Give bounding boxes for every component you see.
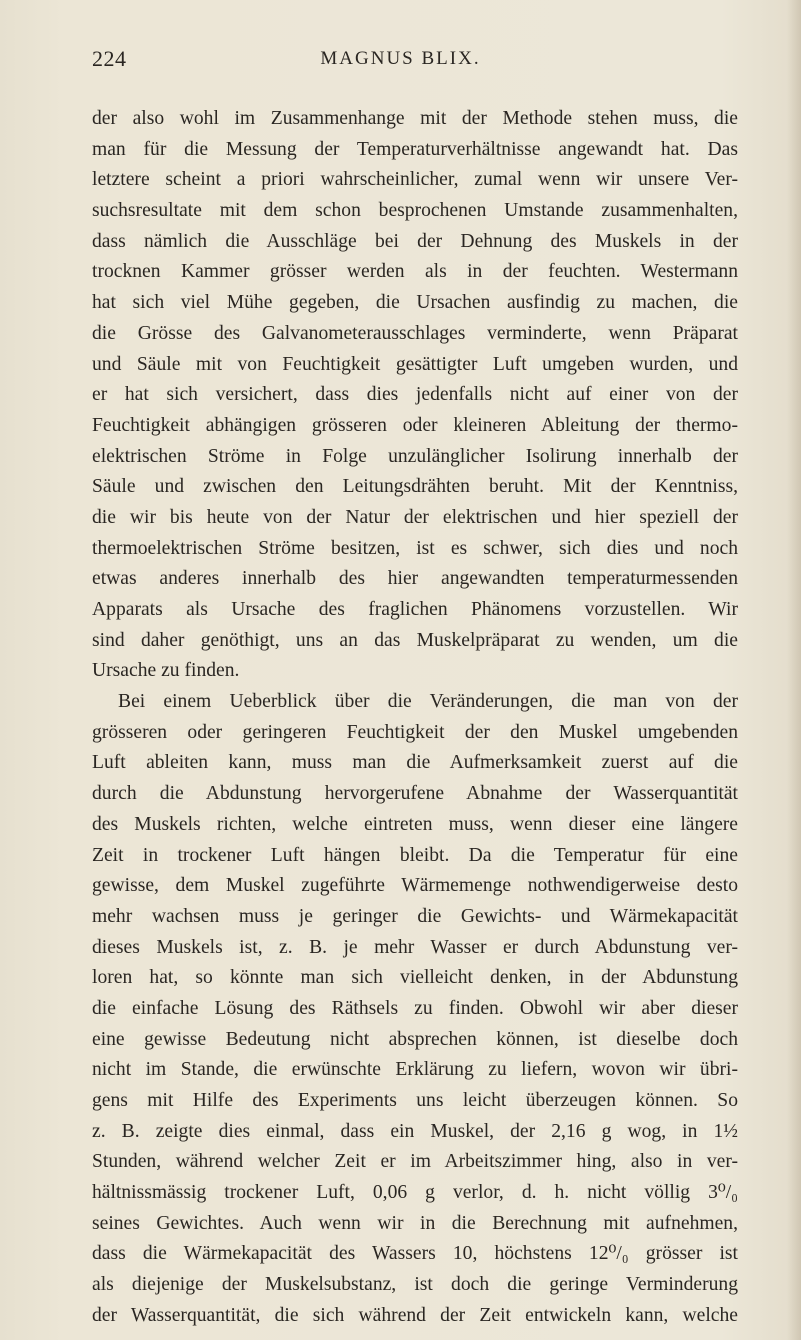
body-text bbox=[92, 104, 738, 1332]
text-line: der Wasserquantität, die sich während der Zeit entwickeln kann, welche bbox=[92, 1304, 738, 1326]
text-line: Stunden, während welcher Zeit er im Arbeitszimmer hing, also in ver- bbox=[92, 1151, 738, 1173]
text-line: nicht im Stande, die erwünschte Erklärung zu liefern, wovon wir übri- bbox=[92, 1059, 738, 1081]
running-header bbox=[0, 46, 801, 76]
text-line: als diejenige der Muskelsubstanz, ist doch die geringe Verminderung bbox=[92, 1274, 738, 1296]
page-edge-shadow bbox=[787, 0, 801, 1340]
text-line: durch die Abdunstung hervorgerufene Abnahme der Wasserquantität bbox=[92, 783, 738, 805]
running-title: MAGNUS BLIX. bbox=[320, 48, 481, 69]
page-number: 224 bbox=[92, 46, 127, 71]
text-line: dieses Muskels ist, z. B. je mehr Wasser er durch Abdunstung ver- bbox=[92, 936, 738, 958]
text-line: thermoelektrischen Ströme besitzen, ist es schwer, sich dies und noch bbox=[92, 537, 738, 559]
text-line: seines Gewichtes. Auch wenn wir in die Berechnung mit aufnehmen, bbox=[92, 1212, 738, 1234]
text-line: des Muskels richten, welche eintreten muss, wenn dieser eine längere bbox=[92, 813, 738, 835]
text-line: z. B. zeigte dies einmal, dass ein Muskel, der 2,16 g wog, in 1½ bbox=[92, 1120, 738, 1142]
text-line: man für die Messung der Temperaturverhältnisse angewandt hat. Das bbox=[92, 138, 738, 160]
text-line: die Grösse des Galvanometerausschlages verminderte, wenn Präparat bbox=[92, 322, 738, 344]
text-line: hat sich viel Mühe gegeben, die Ursachen ausfindig zu machen, die bbox=[92, 292, 738, 314]
text-line: gewisse, dem Muskel zugeführte Wärmemenge nothwendigerweise desto bbox=[92, 875, 738, 897]
paragraph-end-line: Ursache zu finden. bbox=[92, 660, 240, 682]
text-line: dass die Wärmekapacität des Wassers 10, höchstens 12⁰/₀ grösser ist bbox=[92, 1243, 738, 1265]
text-line: Luft ableiten kann, muss man die Aufmerksamkeit zuerst auf die bbox=[92, 752, 738, 774]
text-line: dass nämlich die Ausschläge bei der Dehnung des Muskels in der bbox=[92, 230, 738, 252]
text-line: und Säule mit von Feuchtigkeit gesättigter Luft umgeben wurden, und bbox=[92, 353, 738, 375]
text-line: gens mit Hilfe des Experiments uns leicht überzeugen können. So bbox=[92, 1090, 738, 1111]
text-line: etwas anderes innerhalb des hier angewandten temperaturmessenden bbox=[92, 568, 738, 590]
text-line: Säule und zwischen den Leitungsdrähten beruht. Mit der Kenntniss, bbox=[92, 476, 738, 498]
text-line: trocknen Kammer grösser werden als in der feuchten. Westermann bbox=[92, 261, 738, 283]
text-line: loren hat, so könnte man sich vielleicht denken, in der Abdunstung bbox=[92, 967, 738, 989]
text-line: elektrischen Ströme in Folge unzulänglicher Isolirung innerhalb der bbox=[92, 445, 738, 467]
text-line: suchsresultate mit dem schon besprochenen Umstande zusammenhalten, bbox=[92, 200, 738, 222]
text-line: Zeit in trockener Luft hängen bleibt. Da die Temperatur für eine bbox=[92, 844, 738, 866]
text-line: Apparats als Ursache des fraglichen Phänomens vorzustellen. Wir bbox=[92, 599, 738, 620]
text-line: letztere scheint a priori wahrscheinlicher, zumal wenn wir unsere Ver- bbox=[92, 169, 738, 191]
text-line: eine gewisse Bedeutung nicht absprechen können, ist dieselbe doch bbox=[92, 1028, 738, 1050]
text-line: Feuchtigkeit abhängigen grösseren oder kleineren Ableitung der thermo- bbox=[92, 414, 738, 436]
text-line: sind daher genöthigt, uns an das Muskelpräparat zu wenden, um die bbox=[92, 629, 738, 651]
text-line: die einfache Lösung des Räthsels zu finden. Obwohl wir aber dieser bbox=[92, 997, 738, 1019]
text-line: mehr wachsen muss je geringer die Gewichts- und Wärmekapacität bbox=[92, 905, 738, 927]
text-line: grösseren oder geringeren Feuchtigkeit der den Muskel umgebenden bbox=[92, 721, 738, 743]
text-line: er hat sich versichert, dass dies jedenfalls nicht auf einer von der bbox=[92, 384, 738, 406]
paragraph-start-line: Bei einem Ueberblick über die Veränderungen, die man von der bbox=[118, 691, 738, 713]
text-line: der also wohl im Zusammenhange mit der Methode stehen muss, die bbox=[92, 108, 738, 129]
text-line: die wir bis heute von der Natur der elektrischen und hier speziell der bbox=[92, 506, 738, 528]
text-line: hältnissmässig trockener Luft, 0,06 g verlor, d. h. nicht völlig 3⁰/₀ bbox=[92, 1182, 738, 1204]
